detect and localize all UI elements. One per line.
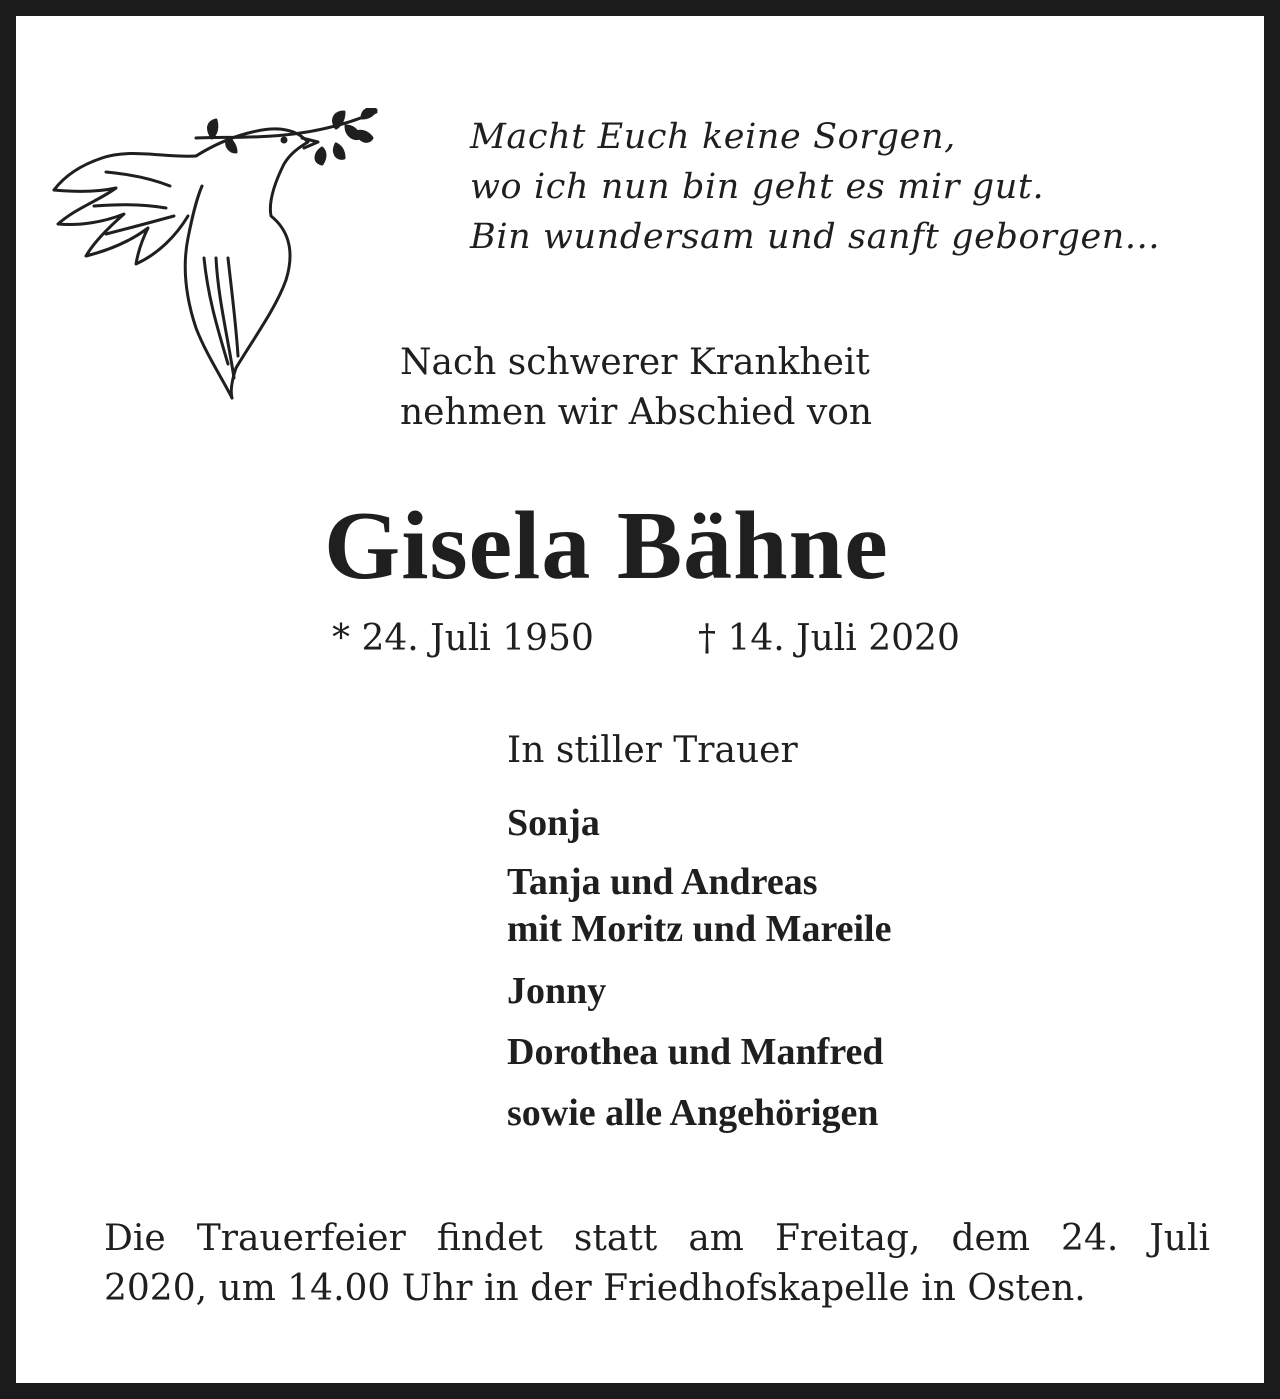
birth-date: * 24. Juli 1950 [332, 618, 594, 659]
mourner-name: Jonny [507, 970, 607, 1012]
intro-text [400, 338, 872, 438]
quote-line-3: Bin wundersam und sanft geborgen... [470, 217, 1161, 257]
mourner-name: sowie alle Angehörigen [507, 1092, 879, 1134]
mourning-heading: In stiller Trauer [507, 730, 798, 771]
intro-line-2: nehmen wir Abschied von [400, 392, 873, 433]
deceased-name: Gisela Bähne [324, 492, 889, 600]
mourner-name: Dorothea und Manfred [507, 1031, 884, 1073]
quote-line-1: Macht Euch keine Sorgen, [470, 117, 956, 157]
mourner-name: mit Moritz und Mareile [507, 908, 892, 950]
death-date: † 14. Juli 2020 [698, 618, 960, 659]
dove-with-olive-branch-icon [46, 108, 386, 408]
funeral-service-info [104, 1214, 1210, 1314]
quote-line-2: wo ich nun bin geht es mir gut. [470, 167, 1045, 207]
intro-line-1: Nach schwerer Krankheit [400, 342, 870, 383]
service-line-2: 2020, um 14.00 Uhr in der Friedhofskapelle in Osten. [104, 1268, 1086, 1309]
service-line-1: Die Trauerfeier findet statt am Freitag, dem 24. Juli [104, 1218, 1210, 1259]
mourner-name: Sonja [507, 802, 600, 844]
mourner-name: Tanja und Andreas [507, 861, 818, 903]
memorial-quote [470, 112, 1160, 262]
